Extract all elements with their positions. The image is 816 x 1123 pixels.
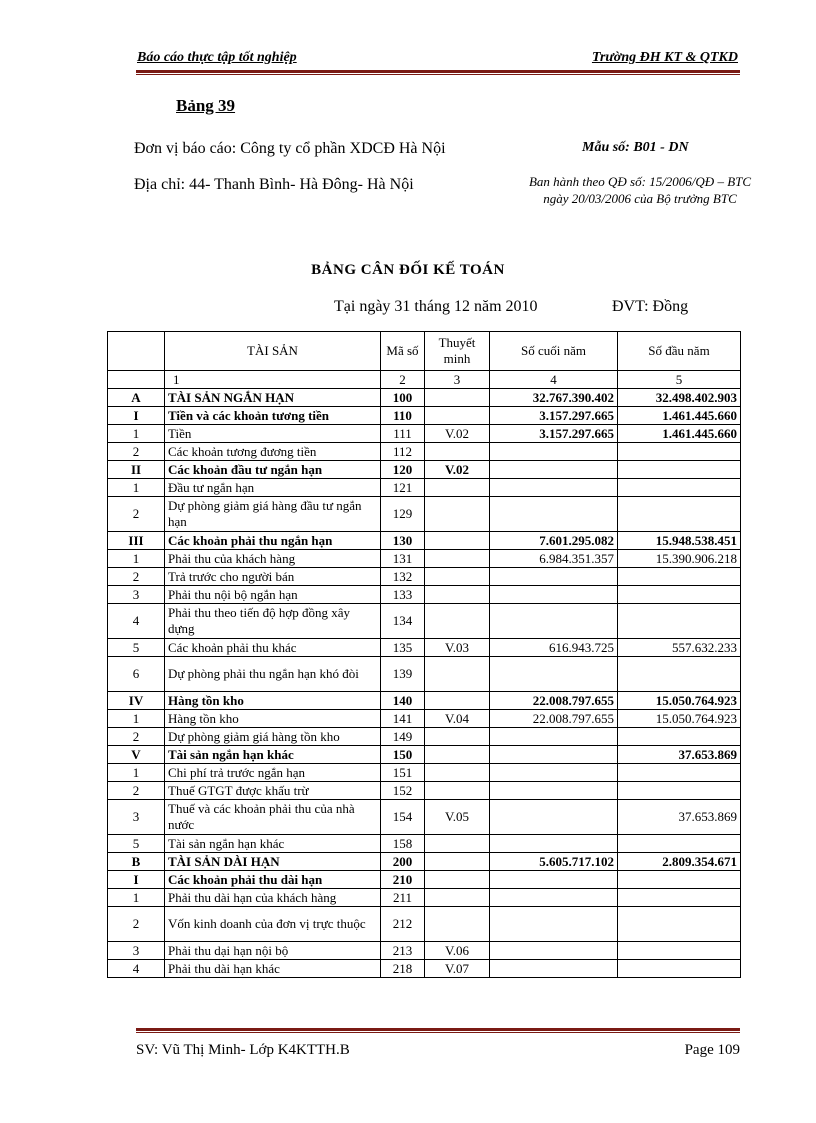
table-row	[108, 604, 741, 639]
row-index: I	[108, 871, 165, 889]
row-note	[425, 550, 490, 568]
row-code: 158	[381, 835, 425, 853]
header-rule-thin	[136, 74, 740, 75]
row-begin-value: 32.498.402.903	[618, 389, 741, 407]
row-end-value	[490, 568, 618, 586]
row-note	[425, 835, 490, 853]
row-note	[425, 657, 490, 692]
row-code: 139	[381, 657, 425, 692]
row-end-value	[490, 657, 618, 692]
row-begin-value: 15.390.906.218	[618, 550, 741, 568]
row-end-value	[490, 782, 618, 800]
header-code: Mã số	[381, 332, 425, 371]
row-index: 1	[108, 764, 165, 782]
row-end-value	[490, 835, 618, 853]
row-note: V.06	[425, 942, 490, 960]
footer-page-number: Page 109	[684, 1042, 740, 1058]
row-index: 2	[108, 497, 165, 532]
row-end-value	[490, 461, 618, 479]
row-asset-name: Đầu tư ngắn hạn	[165, 479, 381, 497]
row-code: 210	[381, 871, 425, 889]
table-row	[108, 657, 741, 692]
header-index-cell	[108, 332, 165, 371]
row-note	[425, 497, 490, 532]
row-note	[425, 532, 490, 550]
row-code: 218	[381, 960, 425, 978]
table-number-label: Bảng 39	[176, 96, 236, 115]
row-code: 121	[381, 479, 425, 497]
row-code: 151	[381, 764, 425, 782]
row-begin-value	[618, 782, 741, 800]
row-begin-value: 15.948.538.451	[618, 532, 741, 550]
header-note: Thuyết minh	[425, 332, 490, 371]
row-end-value: 616.943.725	[490, 639, 618, 657]
table-row	[108, 960, 741, 978]
row-begin-value	[618, 568, 741, 586]
row-index: 6	[108, 657, 165, 692]
row-asset-name: Thuế GTGT được khấu trừ	[165, 782, 381, 800]
row-asset-name: Tiền	[165, 425, 381, 443]
row-index: 5	[108, 639, 165, 657]
row-asset-name: Vốn kinh doanh của đơn vị trực thuộc	[165, 907, 381, 942]
table-row	[108, 407, 741, 425]
row-end-value: 5.605.717.102	[490, 853, 618, 871]
row-note	[425, 728, 490, 746]
row-begin-value: 15.050.764.923	[618, 710, 741, 728]
row-note: V.05	[425, 800, 490, 835]
row-code: 150	[381, 746, 425, 764]
col-number-3: 3	[425, 371, 490, 389]
row-begin-value	[618, 960, 741, 978]
row-note	[425, 407, 490, 425]
row-begin-value	[618, 604, 741, 639]
issued-line-2: ngày 20/03/2006 của Bộ trưởng BTC	[543, 191, 737, 206]
row-index: 2	[108, 443, 165, 461]
row-index: 4	[108, 604, 165, 639]
row-code: 149	[381, 728, 425, 746]
row-index: 2	[108, 907, 165, 942]
row-begin-value	[618, 586, 741, 604]
row-code: 135	[381, 639, 425, 657]
row-index: 1	[108, 889, 165, 907]
address: Địa chỉ: 44- Thanh Bình- Hà Đông- Hà Nội	[134, 176, 414, 193]
table-row	[108, 889, 741, 907]
row-index: 2	[108, 568, 165, 586]
row-end-value: 3.157.297.665	[490, 425, 618, 443]
header-end-of-year: Số cuối năm	[490, 332, 618, 371]
row-begin-value	[618, 871, 741, 889]
row-note	[425, 479, 490, 497]
issued-line-1: Ban hành theo QĐ số: 15/2006/QĐ – BTC	[528, 174, 752, 189]
row-note	[425, 907, 490, 942]
row-index: 1	[108, 550, 165, 568]
row-code: 131	[381, 550, 425, 568]
row-asset-name: Các khoản tương đương tiền	[165, 443, 381, 461]
row-asset-name: Dự phòng phải thu ngắn hạn khó đòi	[165, 657, 381, 692]
row-code: 211	[381, 889, 425, 907]
row-end-value	[490, 443, 618, 461]
footer-rule	[136, 1028, 740, 1031]
row-note: V.02	[425, 425, 490, 443]
row-begin-value: 2.809.354.671	[618, 853, 741, 871]
row-asset-name: Tài sản ngắn hạn khác	[165, 835, 381, 853]
row-note: V.07	[425, 960, 490, 978]
row-note	[425, 871, 490, 889]
issued-by	[500, 173, 780, 207]
row-note: V.04	[425, 710, 490, 728]
table-row	[108, 871, 741, 889]
table-row	[108, 728, 741, 746]
table-row	[108, 853, 741, 871]
row-note	[425, 746, 490, 764]
report-date: Tại ngày 31 tháng 12 năm 2010	[334, 298, 538, 315]
row-end-value: 7.601.295.082	[490, 532, 618, 550]
row-end-value	[490, 764, 618, 782]
row-asset-name: Phải thu theo tiến độ hợp đồng xây dựng	[165, 604, 381, 639]
table-row	[108, 782, 741, 800]
row-code: 111	[381, 425, 425, 443]
row-code: 134	[381, 604, 425, 639]
row-begin-value: 37.653.869	[618, 800, 741, 835]
table-row	[108, 443, 741, 461]
row-begin-value	[618, 728, 741, 746]
table-row	[108, 479, 741, 497]
table-row	[108, 639, 741, 657]
table-header-row	[108, 332, 741, 371]
row-code: 213	[381, 942, 425, 960]
row-begin-value: 557.632.233	[618, 639, 741, 657]
row-asset-name: TÀI SẢN NGẮN HẠN	[165, 389, 381, 407]
row-code: 212	[381, 907, 425, 942]
row-note	[425, 853, 490, 871]
table-row	[108, 389, 741, 407]
row-asset-name: Tiền và các khoản tương tiền	[165, 407, 381, 425]
row-note: V.03	[425, 639, 490, 657]
row-end-value: 32.767.390.402	[490, 389, 618, 407]
row-begin-value	[618, 942, 741, 960]
row-end-value	[490, 889, 618, 907]
row-end-value	[490, 479, 618, 497]
row-end-value: 22.008.797.655	[490, 710, 618, 728]
row-end-value: 6.984.351.357	[490, 550, 618, 568]
table-row	[108, 746, 741, 764]
row-end-value	[490, 800, 618, 835]
row-note	[425, 389, 490, 407]
row-asset-name: Phải thu dài hạn khác	[165, 960, 381, 978]
row-index: A	[108, 389, 165, 407]
row-asset-name: TÀI SẢN DÀI HẠN	[165, 853, 381, 871]
row-index: V	[108, 746, 165, 764]
row-begin-value	[618, 497, 741, 532]
table-row	[108, 532, 741, 550]
row-index: 1	[108, 710, 165, 728]
reporting-unit: Đơn vị báo cáo: Công ty cổ phần XDCĐ Hà Nội	[134, 140, 446, 157]
row-code: 130	[381, 532, 425, 550]
row-asset-name: Tài sản ngắn hạn khác	[165, 746, 381, 764]
row-begin-value	[618, 835, 741, 853]
row-end-value: 22.008.797.655	[490, 692, 618, 710]
row-begin-value	[618, 479, 741, 497]
row-asset-name: Thuế và các khoản phải thu của nhà nước	[165, 800, 381, 835]
row-index: 4	[108, 960, 165, 978]
row-begin-value	[618, 764, 741, 782]
row-code: 140	[381, 692, 425, 710]
row-code: 141	[381, 710, 425, 728]
row-index: 3	[108, 800, 165, 835]
header-report-title: Báo cáo thực tập tốt nghiệp	[137, 50, 297, 65]
row-begin-value: 1.461.445.660	[618, 425, 741, 443]
row-begin-value	[618, 657, 741, 692]
row-note	[425, 604, 490, 639]
row-end-value	[490, 942, 618, 960]
row-asset-name: Chi phí trả trước ngắn hạn	[165, 764, 381, 782]
row-asset-name: Các khoản phải thu khác	[165, 639, 381, 657]
header-school-name: Trường ĐH KT & QTKD	[591, 50, 738, 65]
column-number-row	[108, 371, 741, 389]
row-begin-value	[618, 461, 741, 479]
table-row	[108, 425, 741, 443]
row-code: 100	[381, 389, 425, 407]
row-index: 3	[108, 942, 165, 960]
currency-unit: ĐVT: Đồng	[612, 298, 689, 315]
table-row	[108, 835, 741, 853]
row-index: II	[108, 461, 165, 479]
table-row	[108, 586, 741, 604]
table-row	[108, 764, 741, 782]
row-asset-name: Phải thu dại hạn nội bộ	[165, 942, 381, 960]
page-title: BẢNG CÂN ĐỐI KẾ TOÁN	[311, 262, 505, 278]
table-row	[108, 907, 741, 942]
row-end-value	[490, 586, 618, 604]
row-begin-value: 37.653.869	[618, 746, 741, 764]
row-index: B	[108, 853, 165, 871]
row-index: 3	[108, 586, 165, 604]
row-asset-name: Dự phòng giảm giá hàng tồn kho	[165, 728, 381, 746]
row-note	[425, 586, 490, 604]
row-asset-name: Phải thu của khách hàng	[165, 550, 381, 568]
row-index: 1	[108, 425, 165, 443]
row-index: I	[108, 407, 165, 425]
footer-rule-thin	[136, 1032, 740, 1033]
row-index: III	[108, 532, 165, 550]
row-asset-name: Dự phòng giảm giá hàng đầu tư ngắn hạn	[165, 497, 381, 532]
col-number-4: 4	[490, 371, 618, 389]
row-begin-value	[618, 889, 741, 907]
header-rule	[136, 70, 740, 73]
row-asset-name: Hàng tồn kho	[165, 710, 381, 728]
row-end-value: 3.157.297.665	[490, 407, 618, 425]
row-code: 110	[381, 407, 425, 425]
row-asset-name: Phải thu nội bộ ngắn hạn	[165, 586, 381, 604]
table-row	[108, 568, 741, 586]
col-number-1: 1	[165, 371, 381, 389]
row-asset-name: Các khoản phải thu ngắn hạn	[165, 532, 381, 550]
row-asset-name: Trả trước cho người bán	[165, 568, 381, 586]
header-asset: TÀI SẢN	[165, 332, 381, 371]
row-begin-value	[618, 907, 741, 942]
table-row	[108, 497, 741, 532]
col-number-2: 2	[381, 371, 425, 389]
footer-student: SV: Vũ Thị Minh- Lớp K4KTTH.B	[136, 1042, 350, 1058]
table-row	[108, 692, 741, 710]
row-code: 200	[381, 853, 425, 871]
row-code: 120	[381, 461, 425, 479]
row-end-value	[490, 497, 618, 532]
row-index: 2	[108, 728, 165, 746]
row-index: 5	[108, 835, 165, 853]
row-note	[425, 889, 490, 907]
row-code: 152	[381, 782, 425, 800]
row-end-value	[490, 960, 618, 978]
row-begin-value	[618, 443, 741, 461]
row-note	[425, 764, 490, 782]
row-code: 154	[381, 800, 425, 835]
col-number-5: 5	[618, 371, 741, 389]
row-note	[425, 782, 490, 800]
table-row	[108, 461, 741, 479]
row-end-value	[490, 746, 618, 764]
header-begin-of-year: Số đầu năm	[618, 332, 741, 371]
balance-sheet-table	[107, 331, 741, 978]
row-asset-name: Các khoản đầu tư ngắn hạn	[165, 461, 381, 479]
row-end-value	[490, 907, 618, 942]
row-end-value	[490, 728, 618, 746]
table-row	[108, 800, 741, 835]
row-note	[425, 443, 490, 461]
row-index: IV	[108, 692, 165, 710]
row-index: 2	[108, 782, 165, 800]
row-note	[425, 692, 490, 710]
row-begin-value: 15.050.764.923	[618, 692, 741, 710]
row-note	[425, 568, 490, 586]
row-asset-name: Các khoản phải thu dài hạn	[165, 871, 381, 889]
row-code: 133	[381, 586, 425, 604]
row-index: 1	[108, 479, 165, 497]
row-code: 132	[381, 568, 425, 586]
row-asset-name: Hàng tồn kho	[165, 692, 381, 710]
table-row	[108, 550, 741, 568]
table-row	[108, 942, 741, 960]
table-row	[108, 710, 741, 728]
row-end-value	[490, 871, 618, 889]
form-number: Mẫu số: B01 - DN	[582, 140, 689, 155]
row-begin-value: 1.461.445.660	[618, 407, 741, 425]
row-end-value	[490, 604, 618, 639]
row-code: 112	[381, 443, 425, 461]
row-code: 129	[381, 497, 425, 532]
row-note: V.02	[425, 461, 490, 479]
row-asset-name: Phải thu dài hạn của khách hàng	[165, 889, 381, 907]
